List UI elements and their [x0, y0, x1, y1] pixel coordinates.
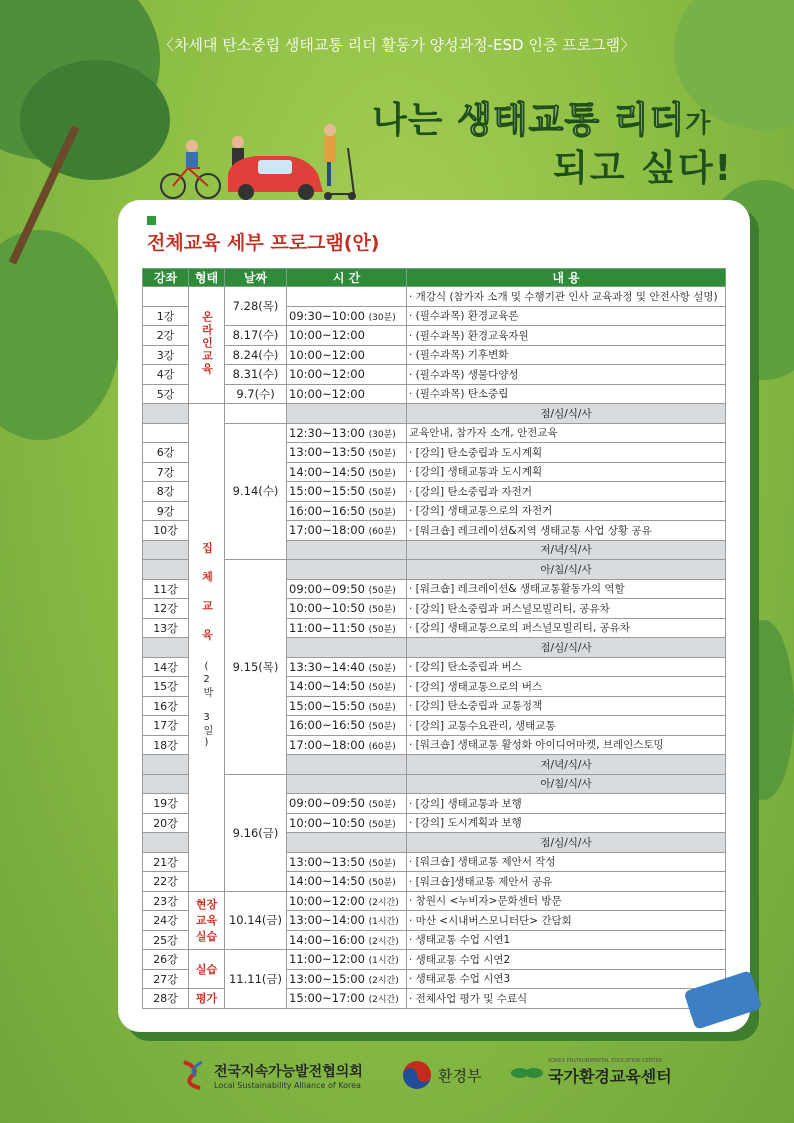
- lecture-number: 6강: [143, 443, 189, 463]
- time-cell: [287, 911, 407, 931]
- lecture-number: [143, 287, 189, 307]
- content-cell: · [강의] 생태교통과 보행: [407, 794, 726, 814]
- table-header-row: [143, 269, 726, 287]
- date-cell: [225, 404, 287, 424]
- eco-transport-illustration: [158, 118, 358, 204]
- time-range: 14:00~14:50: [289, 464, 365, 479]
- content-cell: · 생태교통 수업 시연1: [407, 930, 726, 950]
- lecture-number: [143, 560, 189, 580]
- table-row: [143, 287, 726, 307]
- time-cell: [287, 599, 407, 619]
- time-range: 14:00~14:50: [289, 874, 365, 889]
- lecture-number: 26강: [143, 950, 189, 970]
- lecture-number: 10강: [143, 521, 189, 541]
- scooter-icon: [324, 124, 356, 200]
- lecture-number: [143, 774, 189, 794]
- format-label: 평가: [195, 992, 218, 1006]
- content-cell: 점/심/식/사: [407, 833, 726, 853]
- date-cell: 9.15(목): [225, 560, 287, 775]
- lecture-number: 9강: [143, 501, 189, 521]
- lecture-number: 3강: [143, 345, 189, 365]
- date-cell: 7.28(목): [225, 287, 287, 326]
- time-cell: [287, 657, 407, 677]
- lecture-number: 19강: [143, 794, 189, 814]
- table-row: [143, 891, 726, 911]
- time-range: 13:30~14:40: [289, 659, 365, 674]
- time-cell: [287, 345, 407, 365]
- content-cell: · [워크숍] 생태교통 제안서 작성: [407, 852, 726, 872]
- time-cell: [287, 306, 407, 326]
- duration: (50분): [368, 683, 396, 694]
- time-cell: [287, 638, 407, 658]
- content-cell: · [워크숍] 생태교통 활성화 아이디어마켓, 브레인스토밍: [407, 735, 726, 755]
- content-cell: · 생태교통 수업 시연3: [407, 969, 726, 989]
- content-cell: 교육안내, 참가자 소개, 안전교육: [407, 423, 726, 443]
- duration: (1시간): [368, 917, 399, 928]
- time-cell: [287, 482, 407, 502]
- lecture-number: 2강: [143, 326, 189, 346]
- lecture-number: 27강: [143, 969, 189, 989]
- duration: (50분): [368, 878, 396, 889]
- content-cell: · [강의] 탄소중립과 교통정책: [407, 696, 726, 716]
- duration: (50분): [368, 468, 396, 479]
- date-cell: 8.31(수): [225, 365, 287, 385]
- car-icon: [228, 156, 323, 200]
- time-range: 17:00~18:00: [289, 523, 365, 538]
- date-cell: 8.17(수): [225, 326, 287, 346]
- time-range: 11:00~12:00: [289, 952, 365, 967]
- time-cell: [287, 521, 407, 541]
- lecture-number: [143, 833, 189, 853]
- format-label: 실습: [195, 930, 218, 944]
- time-range: 09:30~10:00: [289, 308, 365, 323]
- content-cell: 아/침/식/사: [407, 560, 726, 580]
- time-cell: [287, 930, 407, 950]
- duration: (2시간): [368, 995, 399, 1006]
- column-header: 강좌: [143, 269, 189, 287]
- time-cell: [287, 696, 407, 716]
- column-header: 날짜: [225, 269, 287, 287]
- duration: (50분): [368, 488, 396, 499]
- duration: (50분): [368, 819, 396, 830]
- content-cell: · [강의] 탄소중립과 도시계획: [407, 443, 726, 463]
- duration: (50분): [368, 507, 396, 518]
- time-range: 10:00~12:00: [289, 328, 365, 343]
- table-row: [143, 345, 726, 365]
- column-header: 형태: [189, 269, 225, 287]
- lecture-number: 4강: [143, 365, 189, 385]
- content-cell: · 전체사업 평가 및 수료식: [407, 989, 726, 1009]
- time-cell: [287, 404, 407, 424]
- time-range: 10:00~12:00: [289, 893, 365, 908]
- content-cell: · [강의] 생태교통으로의 버스: [407, 677, 726, 697]
- content-cell: · (필수과목) 생물다양성: [407, 365, 726, 385]
- lecture-number: 1강: [143, 306, 189, 326]
- duration: (50분): [368, 702, 396, 713]
- time-cell: [287, 579, 407, 599]
- content-cell: · [강의] 생태교통으로의 자전거: [407, 501, 726, 521]
- date-cell: 10.14(금): [225, 891, 287, 950]
- duration: (2시간): [368, 897, 399, 908]
- time-cell: [287, 443, 407, 463]
- org2-name: 환경부: [438, 1066, 482, 1085]
- lecture-number: 15강: [143, 677, 189, 697]
- background-tree: [0, 230, 120, 440]
- duration: (50분): [368, 449, 396, 460]
- time-cell: [287, 365, 407, 385]
- meal-row: [143, 774, 726, 794]
- taegeuk-logo-icon: [402, 1060, 432, 1090]
- format-label: 실습: [195, 963, 218, 976]
- section-marker-icon: [147, 216, 156, 225]
- table-row: [143, 423, 726, 443]
- lecture-number: [143, 404, 189, 424]
- content-cell: · [강의] 교통수요관리, 생태교통: [407, 716, 726, 736]
- bicycle-icon: [161, 140, 220, 198]
- time-cell: [287, 969, 407, 989]
- time-range: 15:00~15:50: [289, 698, 365, 713]
- lecture-number: [143, 423, 189, 443]
- time-cell: [287, 755, 407, 775]
- title-part: 나는: [372, 100, 458, 141]
- content-cell: · (필수과목) 환경교육론: [407, 306, 726, 326]
- date-cell: 9.16(금): [225, 774, 287, 891]
- time-range: 16:00~16:50: [289, 718, 365, 733]
- program-subtitle: 〈차세대 탄소중립 생태교통 리더 활동가 양성과정-ESD 인증 프로그램〉: [158, 36, 636, 54]
- content-cell: 점/심/식/사: [407, 638, 726, 658]
- time-cell: [287, 774, 407, 794]
- time-range: 14:00~14:50: [289, 679, 365, 694]
- date-cell: 11.11(금): [225, 950, 287, 1009]
- table-row: [143, 365, 726, 385]
- content-cell: · 창원시 <누비자>문화센터 방문: [407, 891, 726, 911]
- content-cell: · [워크숍]생태교통 제안서 공유: [407, 872, 726, 892]
- lecture-number: 11강: [143, 579, 189, 599]
- time-cell: [287, 384, 407, 404]
- org-logo-keec: [510, 1058, 672, 1087]
- lecture-number: 22강: [143, 872, 189, 892]
- content-cell: · [강의] 생태교통과 도시계획: [407, 462, 726, 482]
- time-cell: [287, 950, 407, 970]
- format-label: 현장: [195, 898, 218, 912]
- background-tree: [20, 60, 170, 180]
- format-cell: [189, 989, 225, 1009]
- time-range: 10:00~10:50: [289, 601, 365, 616]
- content-cell: · [강의] 탄소중립과 퍼스널모빌리티, 공유차: [407, 599, 726, 619]
- time-cell: [287, 423, 407, 443]
- time-cell: [287, 833, 407, 853]
- leaf-logo-icon: [510, 1061, 544, 1085]
- time-cell: [287, 540, 407, 560]
- time-cell: [287, 891, 407, 911]
- date-cell: 8.24(수): [225, 345, 287, 365]
- org1-subtitle: Local Sustainability Alliance of Korea: [214, 1080, 361, 1090]
- duration: (50분): [368, 858, 396, 869]
- format-cell: [189, 950, 225, 989]
- org-logo-lsak: [178, 1058, 363, 1092]
- time-cell: [287, 677, 407, 697]
- lecture-number: 12강: [143, 599, 189, 619]
- org3-small: KOREA ENVIRONMENTAL EDUCATION CENTER: [548, 1058, 663, 1064]
- section-title: 전체교육 세부 프로그램(안): [147, 232, 380, 254]
- time-range: 13:00~13:50: [289, 854, 365, 869]
- org3-name: 국가환경교육센터: [548, 1067, 672, 1086]
- format-cell: [189, 404, 225, 892]
- column-header: 내 용: [407, 269, 726, 287]
- time-range: 13:00~13:50: [289, 445, 365, 460]
- content-cell: 점/심/식/사: [407, 404, 726, 424]
- footer: [0, 1058, 794, 1098]
- lecture-number: 20강: [143, 813, 189, 833]
- content-cell: 아/침/식/사: [407, 774, 726, 794]
- lecture-number: 21강: [143, 852, 189, 872]
- time-range: 16:00~16:50: [289, 503, 365, 518]
- lsak-logo-icon: [178, 1058, 208, 1092]
- time-range: 09:00~09:50: [289, 581, 365, 596]
- schedule-table: [142, 268, 726, 1009]
- duration: (2시간): [368, 975, 399, 986]
- time-cell: [287, 852, 407, 872]
- lecture-number: 28강: [143, 989, 189, 1009]
- duration: (50분): [368, 800, 396, 811]
- duration: (1시간): [368, 956, 399, 967]
- time-cell: [287, 560, 407, 580]
- duration: (60분): [368, 527, 396, 538]
- time-range: 10:00~12:00: [289, 386, 365, 401]
- lecture-number: 18강: [143, 735, 189, 755]
- format-label: 온라인교육: [200, 311, 214, 376]
- lecture-number: 13강: [143, 618, 189, 638]
- time-cell: [287, 735, 407, 755]
- content-cell: · [강의] 생태교통으로의 퍼스널모빌리티, 공유차: [407, 618, 726, 638]
- time-range: 09:00~09:50: [289, 796, 365, 811]
- duration: (50분): [368, 663, 396, 674]
- date-cell: 9.14(수): [225, 423, 287, 560]
- table-row: [143, 384, 726, 404]
- lecture-number: 25강: [143, 930, 189, 950]
- lecture-number: [143, 638, 189, 658]
- time-range: 13:00~15:00: [289, 971, 365, 986]
- title-highlight: 생태교통 리더: [457, 100, 686, 141]
- content-cell: · [강의] 탄소중립과 자전거: [407, 482, 726, 502]
- time-cell: [287, 501, 407, 521]
- lecture-number: 17강: [143, 716, 189, 736]
- lecture-number: 23강: [143, 891, 189, 911]
- content-cell: · [워크숍] 레크레이션&지역 생태교통 사업 상황 공유: [407, 521, 726, 541]
- content-cell: · 생태교통 수업 시연2: [407, 950, 726, 970]
- time-cell: [287, 618, 407, 638]
- time-cell: [287, 813, 407, 833]
- time-cell: [287, 872, 407, 892]
- meal-row: [143, 560, 726, 580]
- time-cell: [287, 287, 407, 307]
- content-cell: 저/녁/식/사: [407, 540, 726, 560]
- table-row: [143, 326, 726, 346]
- lecture-number: 5강: [143, 384, 189, 404]
- time-range: 12:30~13:00: [289, 425, 365, 440]
- date-cell: 9.7(수): [225, 384, 287, 404]
- content-cell: 저/녁/식/사: [407, 755, 726, 775]
- content-cell: · 마산 <시내버스모니터단> 간담회: [407, 911, 726, 931]
- time-range: 13:00~14:00: [289, 913, 365, 928]
- lecture-number: 24강: [143, 911, 189, 931]
- duration: (50분): [368, 605, 396, 616]
- column-header: 시 간: [287, 269, 407, 287]
- table-row: [143, 950, 726, 970]
- duration: (2시간): [368, 936, 399, 947]
- duration: (30분): [368, 429, 396, 440]
- time-range: 15:00~17:00: [289, 991, 365, 1006]
- content-cell: · 개강식 (참가자 소개 및 수행기관 인사 교육과정 및 안전사항 설명): [407, 287, 726, 307]
- format-cell: [189, 891, 225, 950]
- content-cell: · (필수과목) 환경교육자원: [407, 326, 726, 346]
- lecture-number: 8강: [143, 482, 189, 502]
- format-cell: [189, 287, 225, 404]
- meal-row: [143, 404, 726, 424]
- org1-name: 전국지속가능발전협의회: [214, 1063, 363, 1080]
- duration: (50분): [368, 624, 396, 635]
- org-logo-moe: [402, 1060, 481, 1090]
- duration: (50분): [368, 585, 396, 596]
- main-title-line2: 되고 싶다!: [553, 148, 734, 189]
- content-cell: · [강의] 탄소중립과 버스: [407, 657, 726, 677]
- format-label: 집체교육: [200, 541, 214, 658]
- time-range: 10:00~12:00: [289, 367, 365, 382]
- time-cell: [287, 462, 407, 482]
- content-cell: · [워크숍] 레크레이션& 생태교통활동가의 역할: [407, 579, 726, 599]
- time-cell: [287, 716, 407, 736]
- time-range: 15:00~15:50: [289, 484, 365, 499]
- duration: (50분): [368, 722, 396, 733]
- time-range: 10:00~12:00: [289, 347, 365, 362]
- time-cell: [287, 326, 407, 346]
- lecture-number: [143, 540, 189, 560]
- format-note: (2박 3일): [201, 660, 212, 750]
- format-label: 교육: [195, 914, 218, 928]
- lecture-number: 16강: [143, 696, 189, 716]
- time-range: 10:00~10:50: [289, 815, 365, 830]
- content-cell: · [강의] 도시계획과 보행: [407, 813, 726, 833]
- time-range: 17:00~18:00: [289, 737, 365, 752]
- lecture-number: [143, 755, 189, 775]
- main-title-line1: [372, 92, 711, 143]
- lecture-number: 7강: [143, 462, 189, 482]
- time-range: 11:00~11:50: [289, 620, 365, 635]
- duration: (60분): [368, 741, 396, 752]
- content-cell: · (필수과목) 탄소중립: [407, 384, 726, 404]
- time-range: 14:00~16:00: [289, 932, 365, 947]
- time-cell: [287, 989, 407, 1009]
- time-cell: [287, 794, 407, 814]
- lecture-number: 14강: [143, 657, 189, 677]
- title-part: 가: [685, 109, 712, 139]
- duration: (30분): [368, 312, 396, 323]
- content-cell: · (필수과목) 기후변화: [407, 345, 726, 365]
